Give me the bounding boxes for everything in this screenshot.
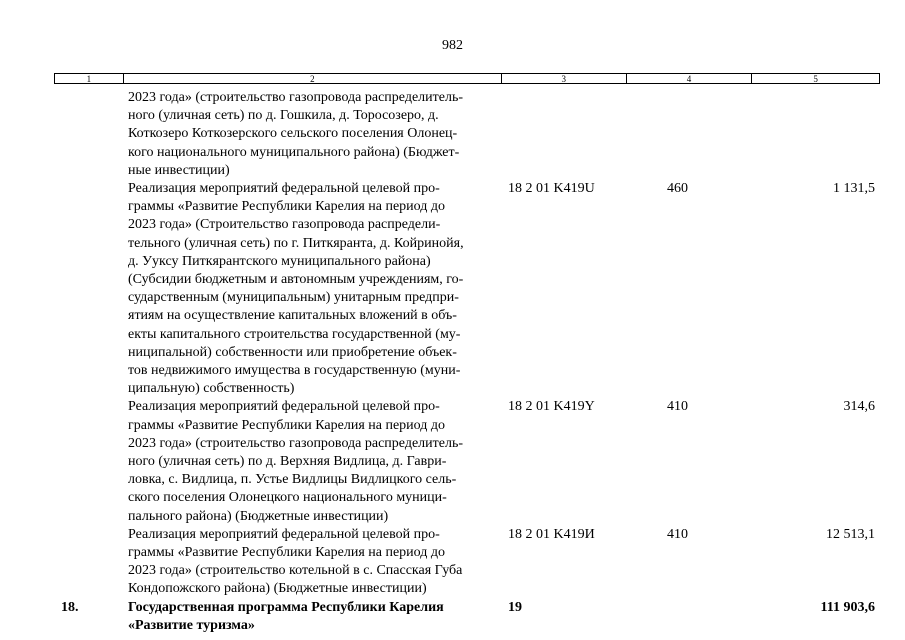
row-number: 18. — [61, 599, 79, 615]
row-sum — [752, 89, 880, 180]
column-header-1: 1 — [86, 74, 92, 84]
row-sum: 12 513,1 — [826, 526, 875, 542]
row-number — [54, 526, 122, 599]
row-code: 18 2 01 K419Y — [508, 399, 595, 415]
column-header-4: 4 — [626, 74, 752, 83]
row-name: Государственная программа Республики Карелия «Развитие туризма» — [128, 599, 444, 633]
row-type — [626, 89, 752, 180]
row-type — [626, 599, 752, 635]
row-name: Реализация мероприятий федеральной целевой про- граммы «Развитие Республики Карелия на период до 2023 года» (Строительство газопровода распредели- тельного (уличная сеть) по г. Питкяранта, д. Койринойя, д. Ууксу Питкярантского муниципального района) (Субсидии бюджетным и автономным учреждениям, го- сударственным (муниципальным) унитарным предпри- ятиям на осуществление капитальных вложений в объ- екты капитального строительства государственной (му- ниципальной) собственности или приобретение объек- тов недвижимого имущества в государственную (муни- ципальную) собственность) — [128, 181, 464, 397]
row-name: Реализация мероприятий федеральной целевой про- граммы «Развитие Республики Карелия на период до 2023 года» (строительство котельной в с. Спасская Губа Кондопожского района) (Бюджетные инвестиции) — [128, 526, 463, 597]
row-name: Реализация мероприятий федеральной целевой про- граммы «Развитие Республики Карелия на период до 2023 года» (строительство газопровода распределитель- ного (уличная сеть) по д. Верхняя Видлица, д. Гаври- ловка, с. Видлица, п. Устье Видлицы Видлицкого сель- ского поселения Олонецкого национального муници- пального района) (Бюджетные инвестиции) — [128, 399, 464, 524]
row-number — [54, 180, 122, 398]
row-code: 18 2 01 K419И — [508, 526, 595, 542]
table-row — [54, 398, 880, 525]
column-header-2: 2 — [123, 74, 501, 83]
row-sum: 1 131,5 — [833, 181, 875, 197]
table-row — [54, 89, 880, 180]
table-row — [54, 599, 880, 635]
table-row — [54, 526, 880, 599]
column-header-3: 3 — [501, 74, 626, 83]
row-code: 18 2 01 K419U — [508, 181, 595, 197]
row-code: 19 — [508, 599, 522, 615]
table-body — [54, 89, 880, 635]
row-name: 2023 года» (строительство газопровода распределитель- ного (уличная сеть) по д. Гошкила, д. Торосозеро, д. Коткозеро Коткозерского сельского поселения Олонец- кого национального муниципального района) (Бюджет- ные инвестиции) — [128, 90, 464, 178]
row-type: 410 — [667, 526, 688, 542]
page-number: 982 — [442, 38, 463, 53]
row-sum: 111 903,6 — [820, 599, 875, 615]
row-number — [54, 398, 122, 525]
row-type: 410 — [667, 399, 688, 415]
table-header-row — [54, 73, 880, 84]
row-sum: 314,6 — [843, 399, 875, 415]
row-type: 460 — [667, 181, 688, 197]
row-code — [501, 89, 626, 180]
table-row — [54, 180, 880, 398]
row-number — [54, 89, 122, 180]
column-header-5: 5 — [751, 74, 879, 83]
